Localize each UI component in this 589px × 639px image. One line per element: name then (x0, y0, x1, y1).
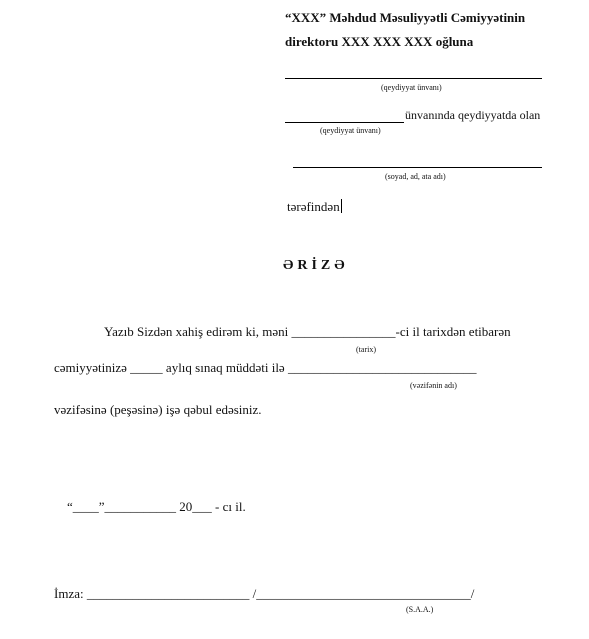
saa-blank[interactable]: _________________________________ (256, 586, 471, 601)
signature-slash-1: / (252, 586, 257, 601)
address-line[interactable] (285, 78, 542, 79)
document-title: ƏRİZƏ (283, 258, 349, 273)
body-paragraph-2 (54, 360, 476, 376)
registered-address-line[interactable] (285, 122, 404, 123)
body-paragraph-1 (104, 324, 511, 340)
p2-start: cəmiyyətinizə (54, 360, 131, 375)
text-cursor (341, 199, 342, 213)
body-paragraph-3: vəzifəsinə (peşəsinə) işə qəbul edəsiniz. (54, 402, 262, 417)
months-blank[interactable]: _____ (130, 360, 163, 375)
position-blank[interactable]: _____________________________ (287, 360, 477, 375)
saa-caption: (S.A.A.) (406, 605, 434, 614)
date-caption: (tarix) (356, 345, 376, 354)
p1-end: -ci il tarixdən etibarən (395, 324, 511, 339)
date-blank[interactable]: ________________ (291, 324, 396, 339)
header-line-2: direktoru XXX XXX XXX oğluna (285, 34, 474, 49)
date-line[interactable]: “____”___________ 20___ - cı il. (67, 499, 246, 514)
signature-blank[interactable]: _________________________ (86, 586, 250, 601)
p2-mid: aylıq sınaq müddəti ilə (162, 360, 288, 375)
signature-label: İmza: (54, 586, 84, 601)
name-caption: (soyad, ad, ata adı) (385, 172, 446, 181)
address-caption: (qeydiyyat ünvanı) (381, 83, 442, 92)
header-line-1: “XXX” Məhdud Məsuliyyətli Cəmiyyətinin (285, 10, 526, 25)
signature-row (54, 586, 474, 602)
registered-address-caption: (qeydiyyat ünvanı) (320, 126, 381, 135)
signature-slash-2: / (470, 586, 475, 601)
from-text: tərəfindən (287, 199, 340, 214)
name-line[interactable] (293, 167, 542, 168)
registered-text: ünvanında qeydiyyatda olan (405, 108, 541, 122)
from-field[interactable] (287, 199, 342, 215)
position-caption: (vəzifənin adı) (410, 381, 457, 390)
p1-start: Yazıb Sizdən xahiş edirəm ki, məni (104, 324, 292, 339)
